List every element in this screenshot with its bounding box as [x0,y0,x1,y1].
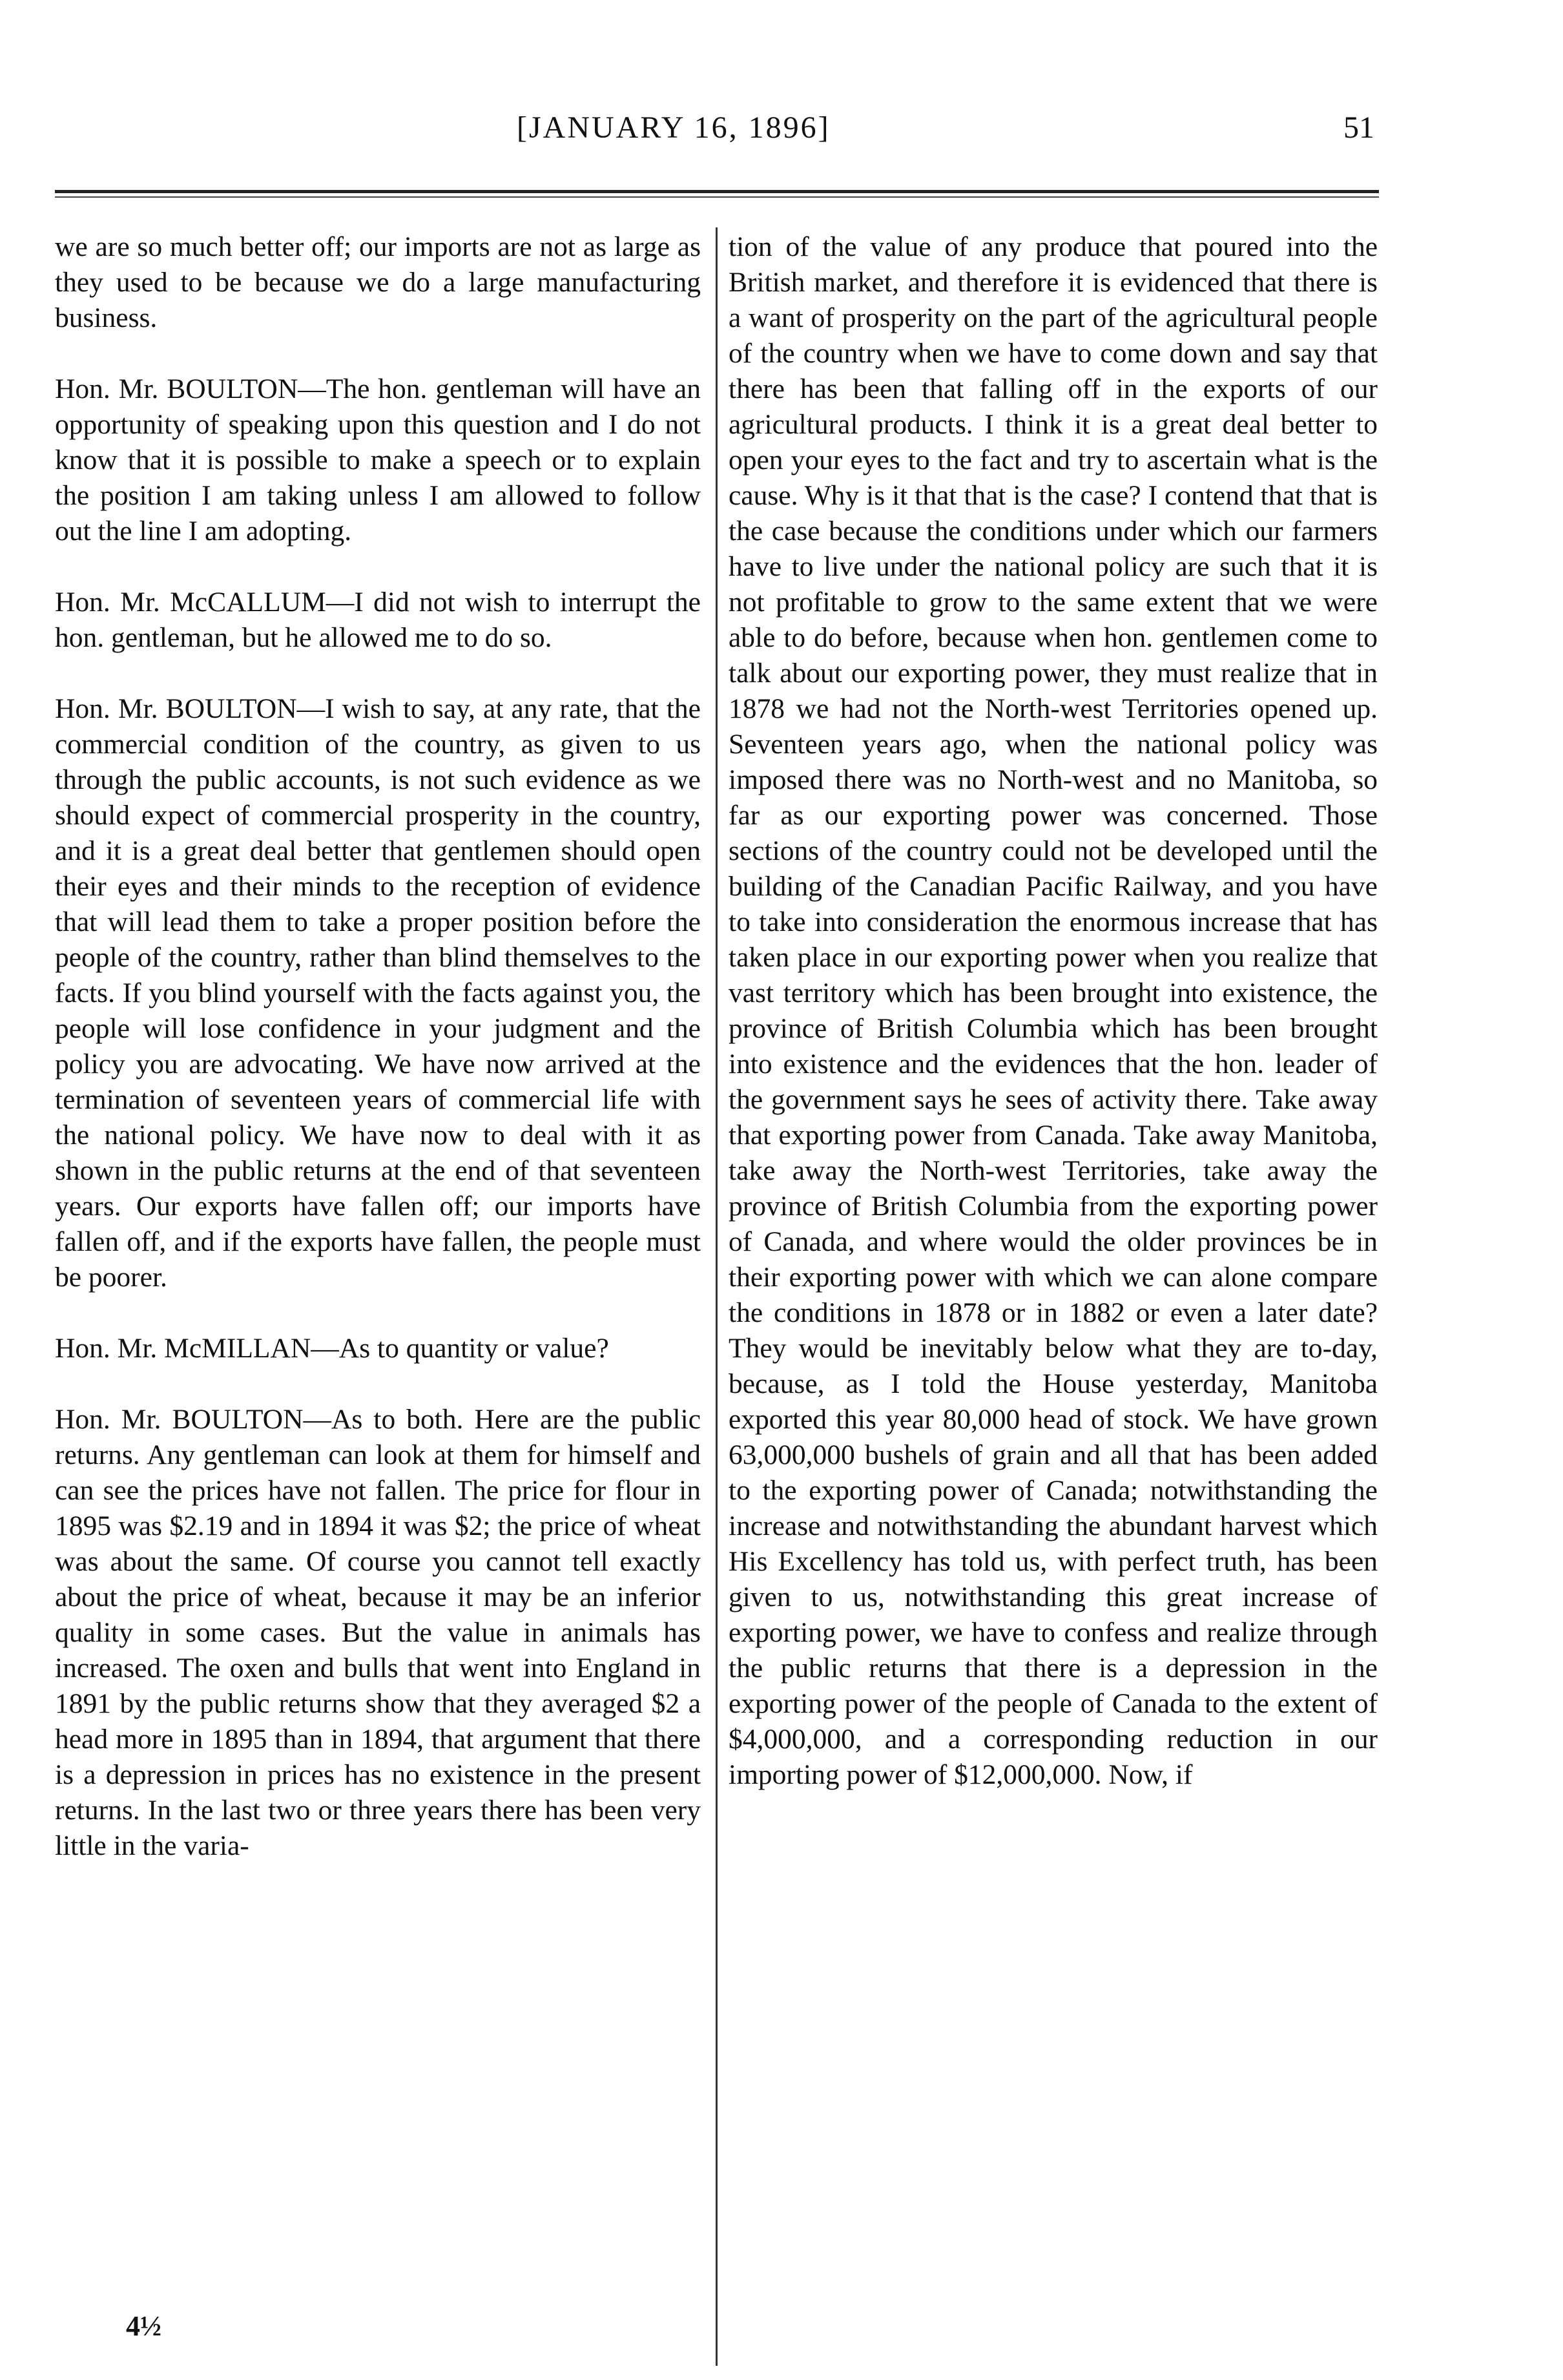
header-date: [JANUARY 16, 1896] [517,110,831,145]
page-number: 51 [1343,110,1374,145]
paragraph: tion of the value of any produce that poured into the British market, and therefore it is evidenced that there is a want of prosperity on the part of the agricultural people of the country when we have to come down and say that there has been that falling off in the exports of our agricultural products. I think it is a great deal better to open your eyes to the fact and try to ascertain what is the cause. Why is it that that is the case? I contend that that is the case because the conditions under which our farmers have to live under the national policy are such that it is not profitable to grow to the same extent that we were able to do before, because when hon. gentlemen come to talk about our exporting power, they must realize that in 1878 we had not the North-west Territories opened up. Seventeen years ago, when the national policy was imposed there was no North-west and no Manitoba, so far as our exporting power was concerned. Those sections of the country could not be developed until the building of the Canadian Pacific Railway, and you have to take into consideration the enormous increase that has taken place in our exporting power when you realize that vast territory which has been brought into existence, the province of British Columbia which has been brought into existence and the evidences that the hon. leader of the government says he sees of activity there. Take away that exporting power from Canada. Take away Manitoba, take away the North-west Territories, take away the province of British Columbia from the exporting power of Canada, and where would the older provinces be in their exporting power with which we can alone compare the conditions in 1878 or in 1882 or even a later date? They would be inevitably below what they are to-day, because, as I told the House yesterday, Manitoba exported this year 80,000 head of stock. We have grown 63,000,000 bushels of grain and all that has been added to the exporting power of Canada; notwithstanding the increase and notwithstanding the abundant harvest which His Excellency has told us, with perfect truth, has been given to us, notwithstanding this great increase of exporting power, we have to confess and realize through the public returns that there is a depression in the exporting power of the people of Canada to the extent of $4,000,000, and a corresponding reduction in our importing power of $12,000,000. Now, if [729,231,1378,1790]
page-header [0,110,1563,168]
paragraph: Hon. Mr. McCALLUM—I did not wish to interrupt the hon. gentleman, but he allowed me to do so. [55,587,701,653]
paragraph: Hon. Mr. McMILLAN—As to quantity or value? [55,1333,609,1364]
column-divider [716,227,718,2366]
paragraph: Hon. Mr. BOULTON—The hon. gentleman will have an opportunity of speaking upon this question and I do not know that it is possible to make a speech or to explain the position I am taking unless I am allowed to follow out the line I am adopting. [55,373,701,547]
paragraph: Hon. Mr. BOULTON—As to both. Here are the public returns. Any gentleman can look at them for himself and can see the prices have not fallen. The price for flour in 1895 was $2.19 and in 1894 it was $2; the price of wheat was about the same. Of course you cannot tell exactly about the price of wheat, because it may be an inferior quality in some cases. But the value in animals has increased. The oxen and bulls that went into England in 1891 by the public returns show that they averaged $2 a head more in 1895 than in 1894, that argument that there is a depression in prices has no existence in the present returns. In the last two or three years there has been very little in the varia- [55,1404,701,1861]
paragraph: Hon. Mr. BOULTON—I wish to say, at any rate, that the commercial condition of the country, as given to us through the public accounts, is not such evidence as we should expect of commercial prosperity in the country, and it is a great deal better that gentlemen should open their eyes and their minds to the reception of evidence that will lead them to take a proper position before the people of the country, rather than blind themselves to the facts. If you blind yourself with the facts against you, the people will lose confidence in your judgment and the policy you are advocating. We have now arrived at the termination of seventeen years of commercial life with the national policy. We have now to deal with it as shown in the public returns at the end of that seventeen years. Our exports have fallen off; our imports have fallen off, and if the exports have fallen, the people must be poorer. [55,693,701,1293]
header-rule-thin [55,196,1379,198]
header-rule [55,190,1379,193]
paragraph: we are so much better off; our imports are not as large as they used to be because we do a large manufacturing business. [55,231,701,333]
signature-mark: 4½ [126,2310,161,2342]
left-column [55,229,701,1864]
right-column [729,229,1378,1793]
